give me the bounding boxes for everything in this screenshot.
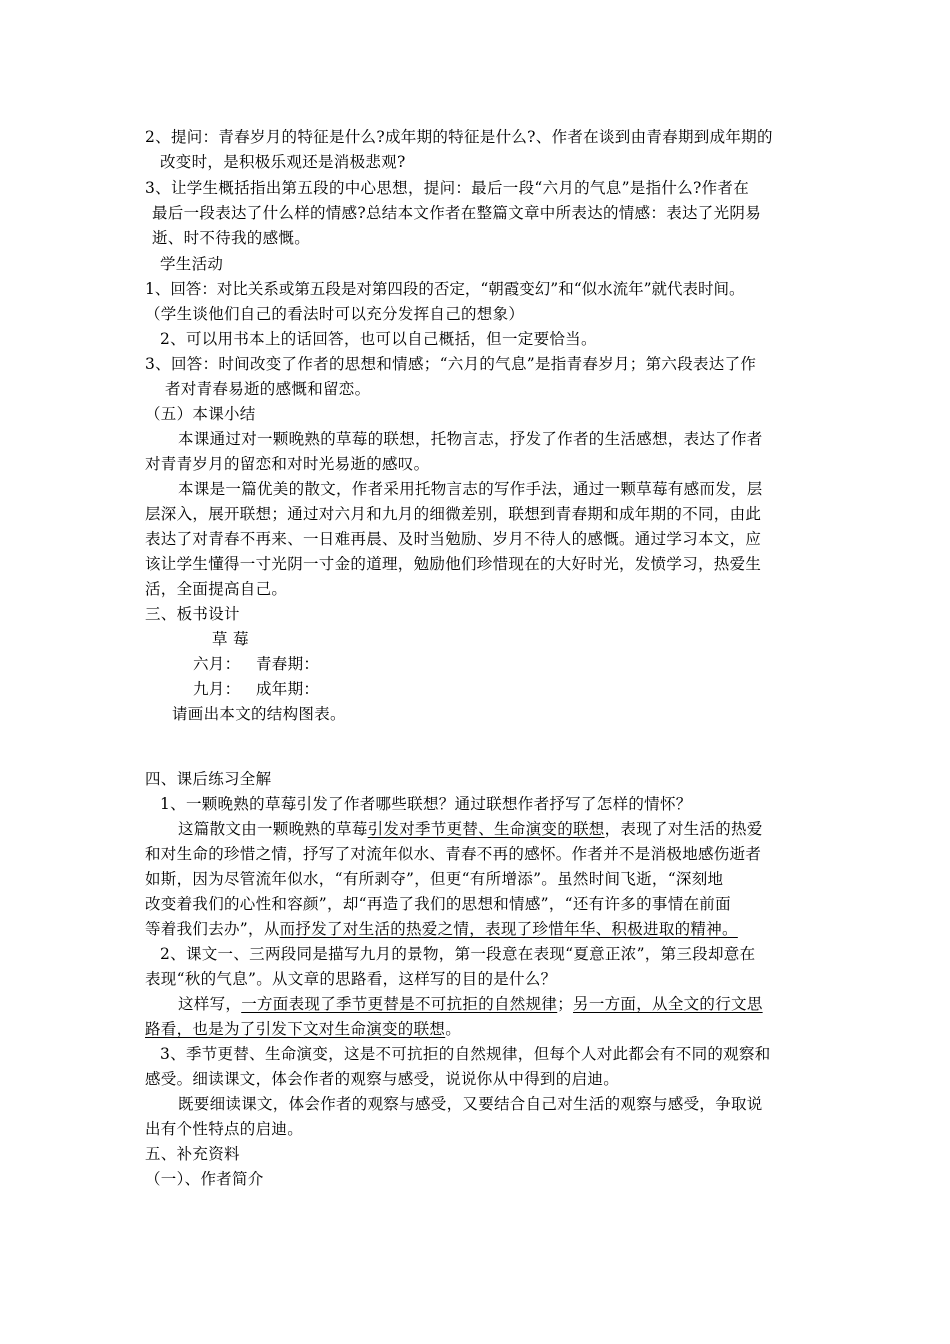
summary-p2-line-2: 层深入，展开联想；通过对六月和九月的细微差别，联想到青春期和成年期的不同，由此 (145, 505, 762, 523)
exercise-question-3-line-1: 3、季节更替、生命演变，这是不可抗拒的自然规律，但每个人对此都会有不同的观察和 (160, 1045, 771, 1063)
student-answer-1-line-1: 1、回答：对比关系或第五段是对第四段的否定，“朝霞变幻”和“似水流年”就代表时间。 (145, 280, 745, 298)
teacher-question-3-line-3: 逝、时不待我的感慨。 (152, 229, 311, 247)
student-answer-3-line-1: 3、回答：时间改变了作者的思想和情感；“六月的气息”是指青春岁月；第六段表达了作 (145, 355, 757, 373)
board-design-heading: 三、板书设计 (145, 605, 240, 623)
summary-heading: （五）本课小结 (145, 405, 256, 423)
answer-underlined-text: 引发对季节更替、生命演变的联想 (367, 820, 605, 838)
exercise-question-2-line-1: 2、课文一、三两段同是描写九月的景物，第一段意在表现“夏意正浓”，第三段却意在 (160, 945, 756, 963)
exercises-heading: 四、课后练习全解 (145, 770, 272, 788)
summary-p1-line-1: 本课通过对一颗晚熟的草莓的联想，托物言志，抒发了作者的生活感想，表达了作者 (178, 430, 763, 448)
exercise-answer-2-line-1 (178, 993, 763, 1015)
exercise-question-1: 1、一颗晚熟的草莓引发了作者哪些联想？通过联想作者抒写了怎样的情怀？ (160, 795, 692, 813)
exercise-answer-1-line-1 (178, 818, 763, 840)
answer-text: 。 (445, 1020, 462, 1038)
answer-text: 等着我们去办”，从 (145, 920, 280, 938)
exercise-answer-1-line-2: 和对生命的珍惜之情，抒写了对流年似水、青春不再的感怀。作者并不是消极地感伤逝者 (145, 845, 762, 863)
teacher-question-3-line-2: 最后一段表达了什么样的情感?总结本文作者在整篇文章中所表达的情感：表达了光阴易 (152, 204, 762, 222)
board-row-september-month: 九月： (193, 680, 241, 698)
board-row-june-month: 六月： (193, 655, 241, 673)
summary-p1-line-2: 对青青岁月的留恋和对时光易逝的感叹。 (145, 455, 430, 473)
exercise-answer-1-line-4: 改变着我们的心性和容颜”，却“再造了我们的思想和情感”，“还有许多的事情在前面 (145, 895, 731, 913)
answer-text: 这篇散文由一颗晚熟的草莓 (178, 820, 368, 838)
teacher-question-2-line-1: 2、提问：青春岁月的特征是什么?成年期的特征是什么?、作者在谈到由青春期到成年期的 (145, 128, 773, 146)
answer-text: 这样写， (178, 995, 242, 1013)
student-answer-2: 2、可以用书本上的话回答，也可以自己概括，但一定要恰当。 (160, 330, 597, 348)
answer-underlined-text: 而抒发了对生活的热爱之情，表现了珍惜年华、积极进取的精神。 (279, 920, 738, 938)
exercise-answer-1-line-5 (145, 918, 738, 940)
teacher-question-3-line-1: 3、让学生概括指出第五段的中心思想，提问：最后一段“六月的气息”是指什么?作者在 (145, 179, 750, 197)
answer-underlined-text: 另一方面，从全文的行文思 (573, 995, 763, 1013)
teacher-question-2-line-2: 改变时，是积极乐观还是消极悲观? (160, 153, 406, 171)
board-task: 请画出本文的结构图表。 (172, 705, 346, 723)
answer-text: ，表现了对生活的热爱 (604, 820, 763, 838)
student-answer-1-line-2: （学生谈他们自己的看法时可以充分发挥自己的想象） (145, 305, 525, 323)
exercise-answer-3-line-2: 出有个性特点的启迪。 (145, 1120, 304, 1138)
supplement-author-intro: （一）、作者简介 (145, 1170, 264, 1188)
summary-p2-line-4: 该让学生懂得一寸光阴一寸金的道理，勉励他们珍惜现在的大好时光，发愤学习，热爱生 (145, 555, 762, 573)
exercise-answer-2-line-2 (145, 1018, 461, 1040)
summary-p2-line-3: 表达了对青春不再来、一日难再晨、及时当勉励、岁月不待人的感慨。通过学习本文，应 (145, 530, 762, 548)
exercise-question-3-line-2: 感受。细读课文，体会作者的观察与感受，说说你从中得到的启迪。 (145, 1070, 620, 1088)
student-activity-heading: 学生活动 (160, 255, 224, 273)
student-answer-3-line-2: 者对青春易逝的感慨和留恋。 (165, 380, 371, 398)
answer-text: ； (557, 995, 574, 1013)
exercise-question-2-line-2: 表现“秋的气息”。从文章的思路看，这样写的目的是什么？ (145, 970, 557, 988)
exercise-answer-1-line-3: 如斯，因为尽管流年似水，“有所剥夺”，但更“有所增添”。虽然时间飞逝，“深刻地 (145, 870, 724, 888)
answer-underlined-text: 路看，也是为了引发下文对生命演变的联想 (145, 1020, 446, 1038)
board-row-june-stage: 青春期： (256, 655, 320, 673)
board-title: 草 莓 (212, 630, 249, 648)
supplement-heading: 五、补充资料 (145, 1145, 240, 1163)
summary-p2-line-5: 活，全面提高自己。 (145, 580, 288, 598)
summary-p2-line-1: 本课是一篇优美的散文，作者采用托物言志的写作手法，通过一颗草莓有感而发，层 (178, 480, 763, 498)
answer-underlined-text: 一方面表现了季节更替是不可抗拒的自然规律 (241, 995, 558, 1013)
exercise-answer-3-line-1: 既要细读课文，体会作者的观察与感受，又要结合自己对生活的观察与感受，争取说 (178, 1095, 763, 1113)
board-row-september-stage: 成年期： (256, 680, 320, 698)
